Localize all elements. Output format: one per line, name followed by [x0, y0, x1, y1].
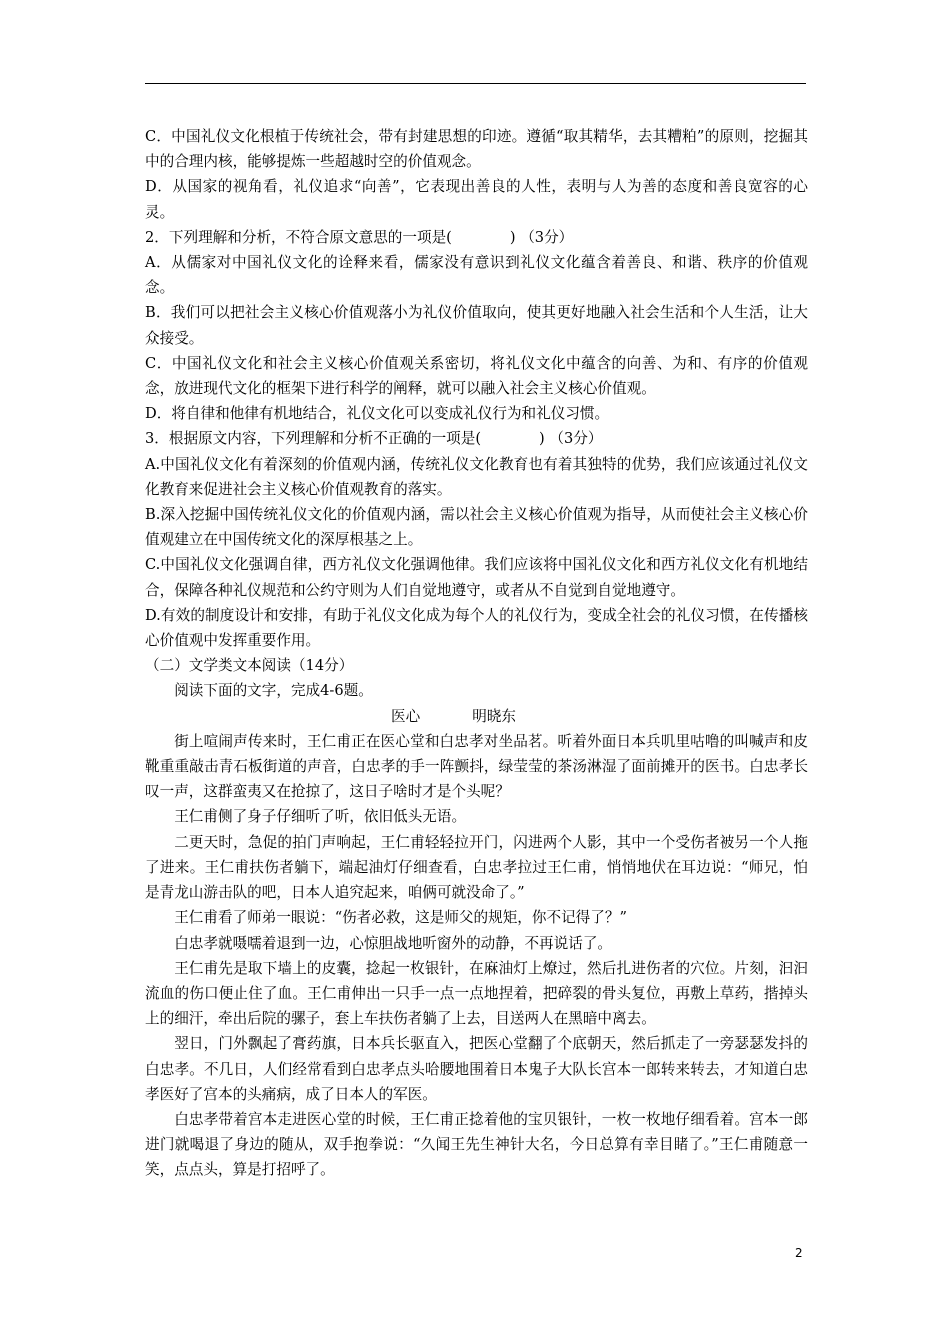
story-author: 明晓东 — [472, 707, 516, 725]
q3-option-c: C.中国礼仪文化强调自律，西方礼仪文化强调他律。我们应该将中国礼仪文化和西方礼仪文化有机地结合，保障各种礼仪规范和公约守则为人们自觉地遵守，或者从不自觉到自觉地遵守。 — [145, 556, 808, 599]
story-paragraph: 白忠孝带着宫本走进医心堂的时候，王仁甫正捻着他的宝贝银针，一枚一枚地仔细看着。宫本一郎进门就喝退了身边的随从，双手抱拳说：“久闻王先生神针大名，今日总算有幸目睹了。”王仁甫随意一笑，点点头，算是打招呼了。 — [145, 1110, 808, 1179]
story-title: 医心 — [391, 707, 421, 725]
story-paragraph: 王仁甫先是取下墙上的皮囊，捻起一枚银针，在麻油灯上燎过，然后扎进伤者的穴位。片刻，汩汩流血的伤口便止住了血。王仁甫伸出一只手一点一点地捏着，把碎裂的骨头复位，再敷上草药，揩掉头上的细汗，牵出后院的骡子，套上车扶伤者躺了上去，目送两人在黑暗中离去。 — [145, 959, 808, 1028]
q2-option-a: A．从儒家对中国礼仪文化的诠释来看，儒家没有意识到礼仪文化蕴含着善良、和谐、秩序的价值观念。 — [145, 254, 808, 297]
q3-option-a: A.中国礼仪文化有着深刻的价值观内涵，传统礼仪文化教育也有着其独特的优势，我们应该通过礼仪文化教育来促进社会主义核心价值观教育的落实。 — [145, 455, 808, 498]
section-instruction: 阅读下面的文字，完成4-6题。 — [174, 682, 373, 700]
page-number: 2 — [795, 1246, 803, 1260]
story-paragraph: 王仁甫侧了身子仔细听了听，依旧低头无语。 — [174, 808, 467, 826]
story-paragraph: 二更天时，急促的拍门声响起，王仁甫轻轻拉开门，闪进两个人影，其中一个受伤者被另一个人拖了进来。王仁甫扶伤者躺下，端起油灯仔细查看，白忠孝拉过王仁甫，悄悄地伏在耳边说：“师兄，怕是青龙山游击队的吧，日本人追究起来，咱俩可就没命了。” — [145, 833, 808, 902]
q3-stem — [145, 426, 808, 451]
q1-option-c: C．中国礼仪文化根植于传统社会，带有封建思想的印迹。遵循“取其精华，去其糟粕”的原则，挖掘其中的合理内核，能够提炼一些超越时空的价值观念。 — [145, 128, 808, 171]
q3-option-d: D.有效的制度设计和安排，有助于礼仪文化成为每个人的礼仪行为，变成全社会的礼仪习惯，在传播核心价值观中发挥重要作用。 — [145, 606, 808, 650]
q2-option-b: B．我们可以把社会主义核心价值观落小为礼仪价值取向，使其更好地融入社会生活和个人生活，让大众接受。 — [145, 304, 808, 347]
q3-stem-score: ) （3分） — [539, 430, 603, 448]
q2-option-d: D．将自律和他律有机地结合，礼仪文化可以变成礼仪行为和礼仪习惯。 — [145, 405, 610, 423]
story-paragraph: 白忠孝就嗫嚅着退到一边，心惊胆战地听窗外的动静，不再说话了。 — [174, 934, 613, 952]
story-paragraph: 翌日，门外飘起了膏药旗，日本兵长驱直入，把医心堂翻了个底朝天，然后抓走了一旁瑟瑟发抖的白忠孝。不几日，人们经常看到白忠孝点头哈腰地围着日本鬼子大队长宫本一郎转来转去，才知道白忠孝医好了宫本的头痛病，成了日本人的军医。 — [145, 1035, 808, 1103]
q3-stem-text: 3．根据原文内容，下列理解和分析不正确的一项是( — [145, 430, 482, 448]
q1-option-d: D．从国家的视角看，礼仪追求“向善”，它表现出善良的人性，表明与人为善的态度和善良宽容的心灵。 — [145, 178, 808, 221]
header-rule — [145, 83, 806, 84]
story-title-line — [145, 704, 808, 729]
q2-stem-score: ) （3分） — [509, 228, 574, 246]
story-paragraph: 街上喧闹声传来时，王仁甫正在医心堂和白忠孝对坐品茗。听着外面日本兵叽里咕噜的叫喊声和皮靴重重敲击青石板街道的声音，白忠孝的手一阵颤抖，绿莹莹的茶汤淋湿了面前摊开的医书。白忠孝长叹一声，这群蛮夷又在抢掠了，这日子啥时才是个头呢？ — [145, 732, 808, 801]
q2-option-c: C．中国礼仪文化和社会主义核心价值观关系密切，将礼仪文化中蕴含的向善、为和、有序的价值观念，放进现代文化的框架下进行科学的阐释，就可以融入社会主义核心价值观。 — [145, 354, 808, 398]
story-paragraph: 王仁甫看了师弟一眼说：“伤者必救，这是师父的规矩，你不记得了？” — [174, 909, 627, 927]
q3-option-b: B.深入挖掘中国传统礼仪文化的价值观内涵，需以社会主义核心价值观为指导，从而使社会主义核心价值观建立在中国传统文化的深厚根基之上。 — [145, 506, 808, 549]
q2-stem — [145, 225, 808, 250]
section-heading: （二）文学类文本阅读（14分） — [145, 657, 354, 675]
page-content — [145, 124, 808, 1183]
q2-stem-text: 2．下列理解和分析，不符合原文意思的一项是( — [145, 228, 452, 246]
